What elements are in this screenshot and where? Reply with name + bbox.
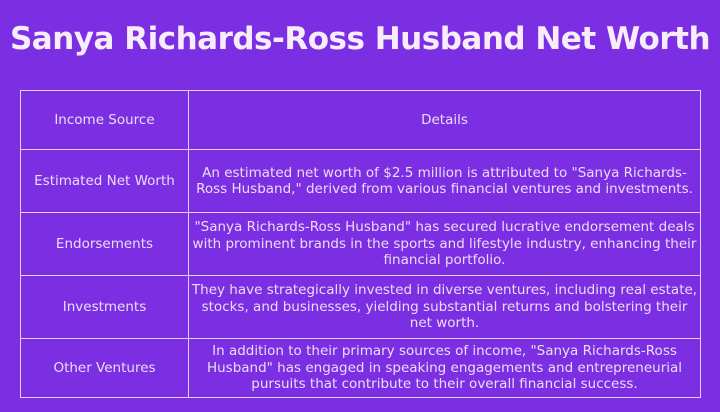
column-header-details: Details xyxy=(189,91,701,150)
table-row xyxy=(21,276,701,339)
table-row xyxy=(21,339,701,398)
column-header-income-source: Income Source xyxy=(21,91,189,150)
net-worth-table xyxy=(20,90,701,398)
table-row xyxy=(21,150,701,213)
income-source-cell: Other Ventures xyxy=(21,339,189,398)
details-cell: "Sanya Richards-Ross Husband" has secured lucrative endorsement deals with prominent brands in the sports and lifestyle industry, enhancing their financial portfolio. xyxy=(189,213,701,276)
income-source-cell: Investments xyxy=(21,276,189,339)
table-row xyxy=(21,213,701,276)
details-cell: An estimated net worth of $2.5 million is attributed to "Sanya Richards-Ross Husband," derived from various financial ventures and investments. xyxy=(189,150,701,213)
income-source-cell: Endorsements xyxy=(21,213,189,276)
page-title: Sanya Richards-Ross Husband Net Worth xyxy=(9,21,711,57)
table-header-row xyxy=(21,91,701,150)
details-cell: In addition to their primary sources of income, "Sanya Richards-Ross Husband" has engaged in speaking engagements and entrepreneurial pursuits that contribute to their overall financial success. xyxy=(189,339,701,398)
details-cell: They have strategically invested in diverse ventures, including real estate, stocks, and businesses, yielding substantial returns and bolstering their net worth. xyxy=(189,276,701,339)
income-source-cell: Estimated Net Worth xyxy=(21,150,189,213)
